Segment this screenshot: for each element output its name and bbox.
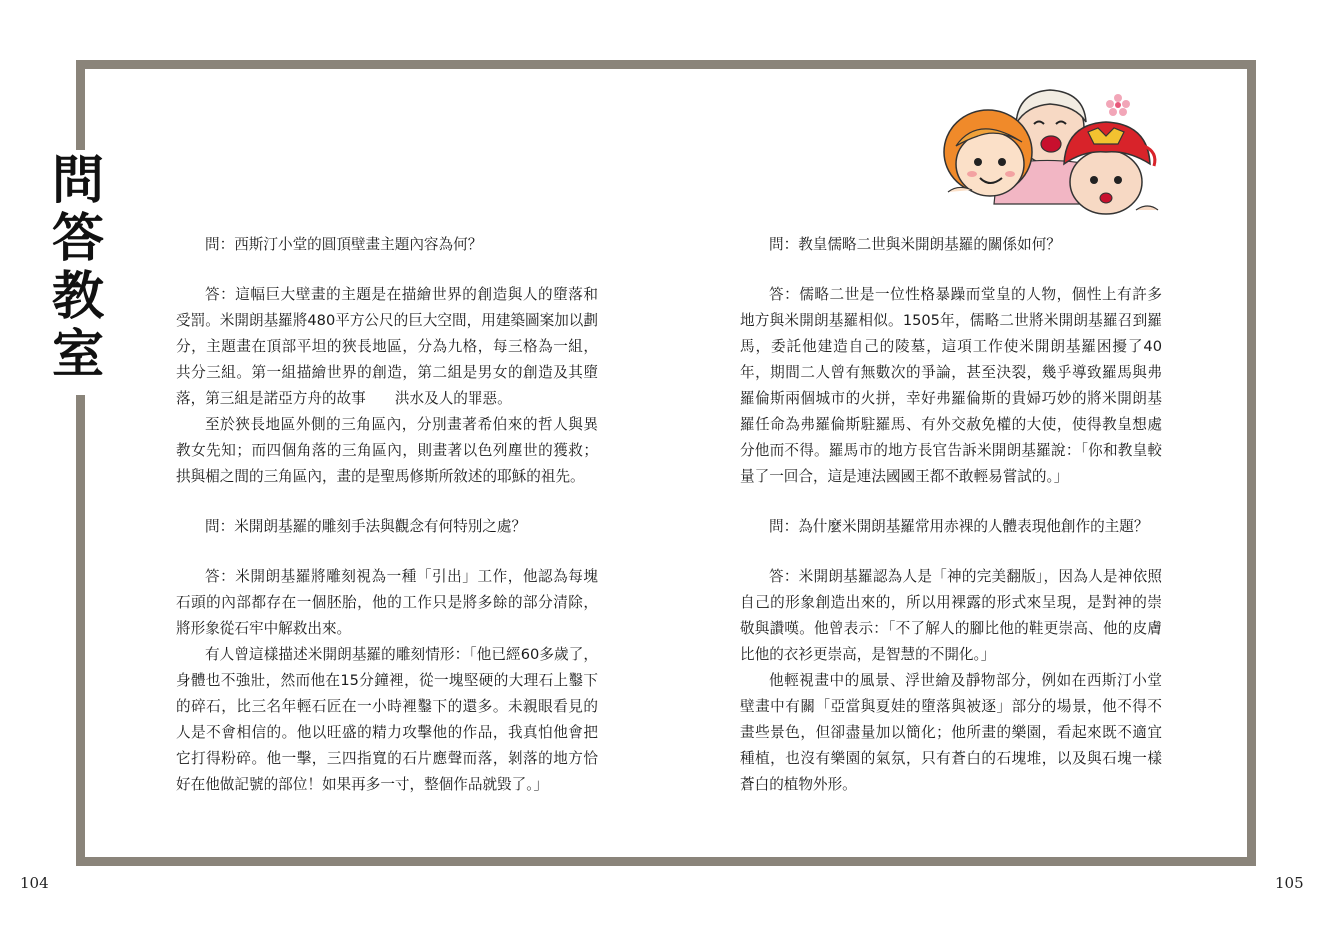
cartoon-children-illustration <box>938 84 1166 218</box>
question-text: 問：為什麼米開朗基羅常用赤裸的人體表現他創作的主題？ <box>769 518 1149 535</box>
red-hat-child-figure <box>1064 122 1158 214</box>
question-text: 問：西斯汀小堂的圓頂壁畫主題內容為何？ <box>205 236 483 253</box>
question-text: 問：教皇儒略二世與米開朗基羅的關係如何？ <box>769 236 1061 253</box>
left-text-column <box>176 232 598 798</box>
page-number-right: 105 <box>1275 874 1304 892</box>
answer-paragraph: 至於狹長地區外側的三角區內，分別畫著希伯來的哲人與異教女先知；而四個角落的三角區內，則畫著以色列塵世的獲救；拱與楣之間的三角區內，畫的是聖馬修斯所敘述的耶穌的祖先。 <box>176 416 598 485</box>
answer-paragraph: 答：這幅巨大壁畫的主題是在描繪世界的創造與人的墮落和受罰。米開朗基羅將480平方公尺的巨大空間，用建築圖案加以劃分，主題畫在頂部平坦的狹長地區，分為九格，每三格為一組，共分三組。第一組描繪世界的創造，第二組是男女的創造及其墮落，第三組是諾亞方舟的故事 洪水及人的罪惡。 <box>176 286 598 407</box>
answer-paragraph: 答：米開朗基羅將雕刻視為一種「引出」工作，他認為每塊石頭的內部都存在一個胚胎，他的工作只是將多餘的部分清除，將形象從石牢中解救出來。 <box>176 568 598 637</box>
title-char: 問 <box>51 150 104 211</box>
title-char: 教 <box>51 266 104 327</box>
right-text-column <box>740 232 1162 798</box>
flower-icon <box>1106 94 1130 116</box>
answer-paragraph: 他輕視畫中的風景、浮世繪及靜物部分，例如在西斯汀小堂壁畫中有關「亞當與夏娃的墮落與被逐」部分的場景，他不得不畫些景色，但卻盡量加以簡化；他所畫的樂園，看起來既不適宜種植，也沒有樂園的氣氛，只有蒼白的石塊堆，以及與石塊一樣蒼白的植物外形。 <box>740 672 1162 793</box>
title-char: 答 <box>51 208 104 269</box>
question-text: 問：米開朗基羅的雕刻手法與觀念有何特別之處？ <box>205 518 527 535</box>
page-number-left: 104 <box>20 874 49 892</box>
answer-paragraph: 有人曾這樣描述米開朗基羅的雕刻情形：「他已經60多歲了，身體也不強壯，然而他在15分鐘裡，從一塊堅硬的大理石上鑿下的碎石，比三名年輕石匠在一小時裡鑿下的還多。未親眼看見的人是不會相信的。他以旺盛的精力攻擊他的作品，我真怕他會把它打得粉碎。他一擊，三四指寬的石片應聲而落，剝落的地方恰好在他做記號的部位！如果再多一寸，整個作品就毀了。」 <box>176 646 598 793</box>
section-title <box>48 152 108 384</box>
answer-paragraph: 答：儒略二世是一位性格暴躁而堂皇的人物，個性上有許多地方與米開朗基羅相似。1505年，儒略二世將米開朗基羅召到羅馬，委託他建造自己的陵墓，這項工作使米開朗基羅困擾了40年，期間二人曾有無數次的爭論，甚至決裂，幾乎導致羅馬與弗羅倫斯兩個城市的火拼，幸好弗羅倫斯的貴婦巧妙的將米開朗基羅任命為弗羅倫斯駐羅馬、有外交赦免權的大使，使得教皇想處分他而不得。羅馬市的地方長官告訴米開朗基羅說：「你和教皇較量了一回合，這是連法國國王都不敢輕易嘗試的。」 <box>740 286 1162 485</box>
answer-paragraph: 答：米開朗基羅認為人是「神的完美翻版」，因為人是神依照自己的形象創造出來的，所以用裸露的形式來呈現，是對神的崇敬與讚嘆。他曾表示：「不了解人的腳比他的鞋更崇高、他的皮膚比他的衣衫更崇高，是智慧的不開化。」 <box>740 568 1162 663</box>
title-char: 室 <box>51 324 104 385</box>
